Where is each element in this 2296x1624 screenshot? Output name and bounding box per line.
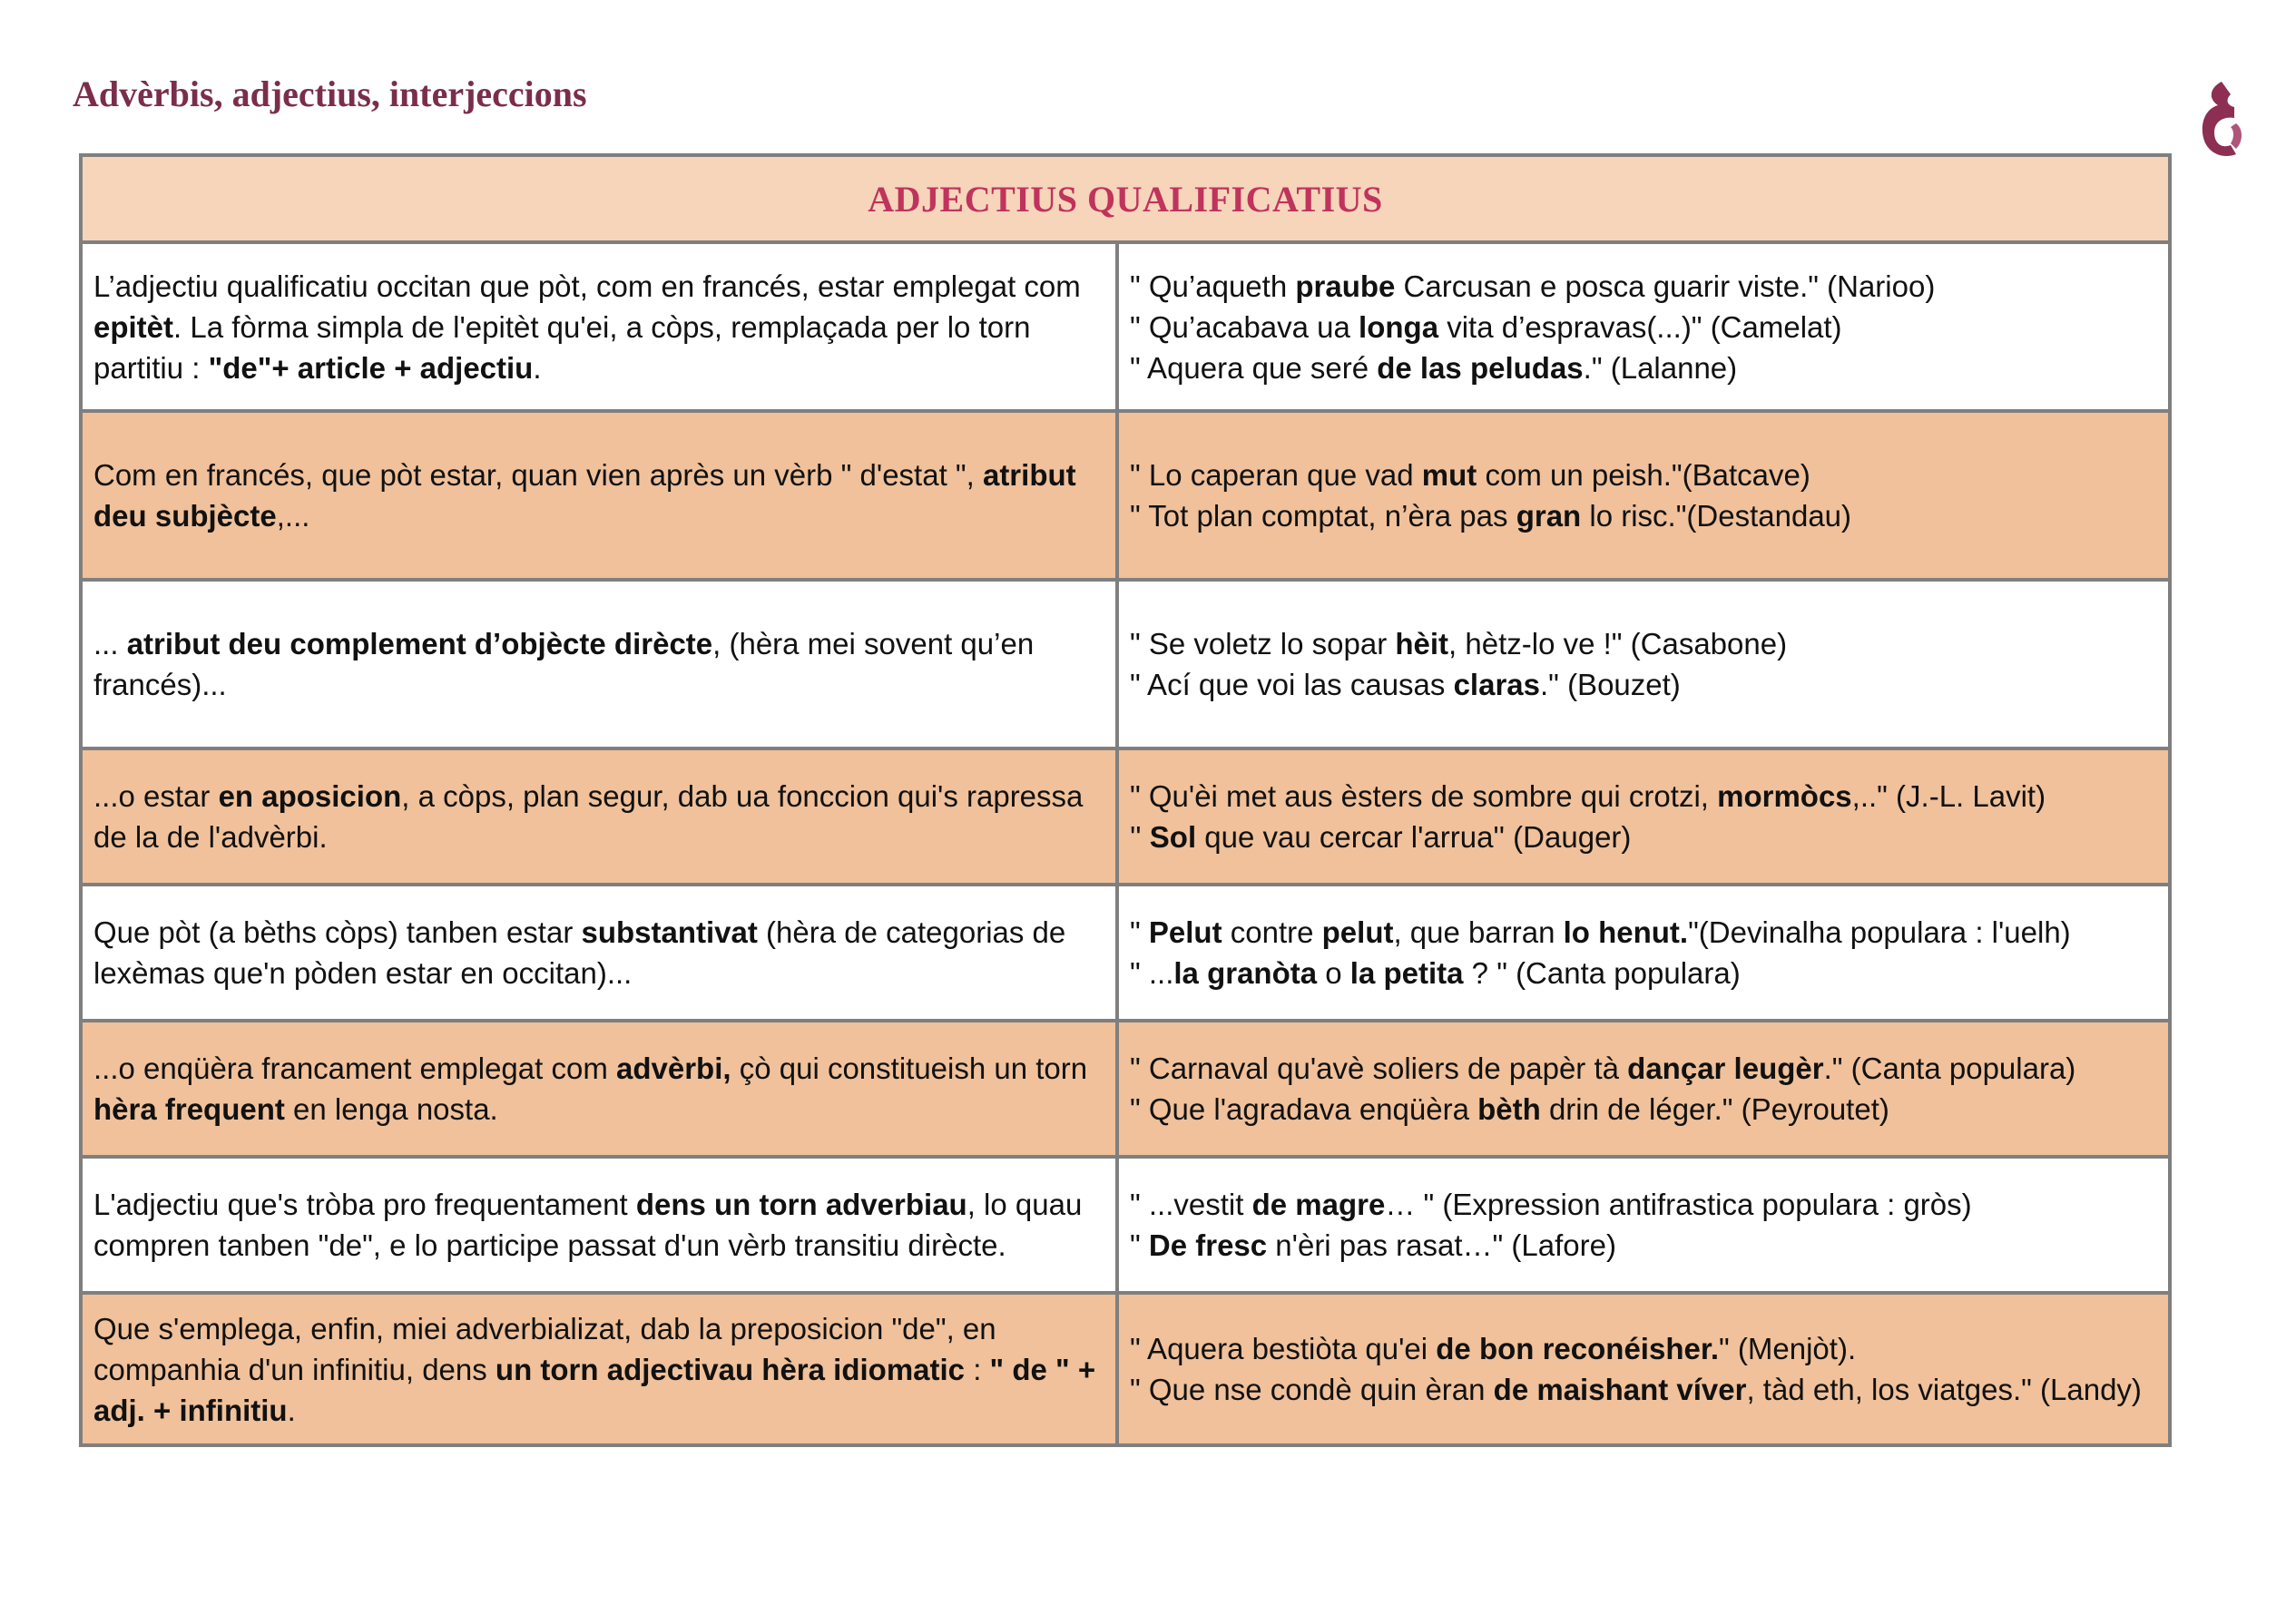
- text-run: companhia d'un infinitiu, dens: [93, 1352, 496, 1386]
- bold-text: de bon reconéisher.: [1436, 1332, 1720, 1365]
- text-run: " Qu'èi met aus èsters de sombre qui crotzi,: [1130, 779, 1718, 813]
- bold-text: De fresc: [1148, 1228, 1268, 1262]
- bold-text: bèth: [1477, 1092, 1541, 1126]
- bold-text: atribut deu complement d’objècte dirècte: [126, 627, 713, 660]
- text-run: " Aquera que seré: [1130, 350, 1378, 385]
- text-line: [1130, 1184, 2157, 1225]
- text-line: [93, 817, 1104, 857]
- text-line: [1130, 1369, 2157, 1410]
- bold-text: "de"+ article + adjectiu: [208, 350, 534, 385]
- text-run: " ...: [1130, 956, 1174, 990]
- text-run: :: [965, 1352, 990, 1386]
- table-row: [81, 1293, 2170, 1445]
- text-run: " Ací que voi las causas: [1130, 668, 1454, 701]
- bold-text: lo henut.: [1563, 915, 1689, 949]
- text-run: , a còps, plan segur, dab ua fonccion qui's rapressa: [401, 779, 1084, 813]
- bold-text: mormòcs: [1717, 779, 1852, 813]
- text-line: [1130, 817, 2157, 857]
- bold-text: atribut: [982, 458, 1076, 492]
- text-line: [93, 1184, 1104, 1225]
- bold-text: de magre: [1251, 1188, 1386, 1221]
- bold-text: en aposicion: [218, 779, 402, 813]
- text-run: com un peish."(Batcave): [1477, 458, 1810, 492]
- text-run: ." (Bouzet): [1540, 668, 1681, 701]
- table-row: [81, 411, 2170, 580]
- bold-text: longa: [1359, 309, 1439, 344]
- text-run: de la de l'advèrbi.: [93, 820, 328, 854]
- text-run: " Tot plan comptat, n’èra pas: [1130, 499, 1516, 533]
- rule-cell: [81, 580, 1117, 748]
- text-line: [1130, 912, 2157, 953]
- text-line: [93, 266, 1104, 307]
- text-run: "(Devinalha populara : l'uelh): [1688, 915, 2071, 949]
- bold-text: adj. + infinitiu: [93, 1393, 288, 1427]
- table-row: [81, 1021, 2170, 1157]
- text-line: [93, 455, 1104, 495]
- text-run: çò qui constitueish un torn: [731, 1052, 1088, 1085]
- text-line: [93, 664, 1104, 705]
- text-run: vita d’espravas(...)" (Camelat): [1438, 309, 1842, 344]
- bold-text: hèit: [1395, 627, 1449, 660]
- table-row: [81, 885, 2170, 1021]
- text-line: [93, 1390, 1104, 1431]
- text-run: " ...vestit: [1130, 1188, 1252, 1221]
- bold-text: dens un torn adverbiau: [635, 1188, 967, 1221]
- bold-text: dançar leugèr: [1627, 1052, 1824, 1085]
- text-line: [1130, 664, 2157, 705]
- text-line: [93, 1225, 1104, 1266]
- rule-cell: [81, 885, 1117, 1021]
- text-run: " Que nse condè quin èran: [1130, 1373, 1494, 1406]
- text-run: contre: [1222, 915, 1322, 949]
- text-run: .: [287, 1393, 296, 1427]
- text-line: [93, 776, 1104, 817]
- logo-icon: [2194, 78, 2245, 165]
- page-title: Advèrbis, adjectius, interjeccions: [73, 73, 587, 114]
- text-run: ": [1130, 1228, 1149, 1262]
- text-line: [93, 953, 1104, 993]
- bold-text: hèra frequent: [93, 1092, 285, 1126]
- text-run: " Lo caperan que vad: [1130, 458, 1422, 492]
- text-run: " Se voletz lo sopar: [1130, 627, 1396, 660]
- bold-text: pelut: [1321, 915, 1394, 949]
- text-run: Que s'emplega, enfin, miei adverbializat, dab la preposicion "de", en: [93, 1311, 996, 1345]
- text-run: ." (Canta populara): [1823, 1052, 2076, 1085]
- text-line: [1130, 1225, 2157, 1266]
- text-run: ." (Lalanne): [1583, 350, 1738, 385]
- bold-text: de maishant víver: [1493, 1373, 1747, 1406]
- text-run: lexèmas que'n pòden estar en occitan)...: [93, 956, 633, 990]
- bold-text: deu subjècte: [93, 499, 277, 533]
- text-line: [1130, 266, 2157, 307]
- text-line: [93, 912, 1104, 953]
- table-header: ADJECTIUS QUALIFICATIUS: [81, 155, 2170, 242]
- example-cell: [1117, 411, 2170, 580]
- table-row: [81, 242, 2170, 411]
- text-run: . La fòrma simpla de l'epitèt qu'ei, a còps, remplaçada per lo torn: [173, 309, 1031, 344]
- text-line: [1130, 347, 2157, 388]
- text-line: [93, 347, 1104, 388]
- rule-cell: [81, 1293, 1117, 1445]
- rule-cell: [81, 411, 1117, 580]
- example-cell: [1117, 885, 2170, 1021]
- bold-text: praube: [1295, 269, 1396, 303]
- rule-cell: [81, 1021, 1117, 1157]
- text-run: n'èri pas rasat…" (Lafore): [1267, 1228, 1616, 1262]
- bold-text: advèrbi,: [616, 1052, 731, 1085]
- text-line: [1130, 455, 2157, 495]
- text-line: [93, 495, 1104, 536]
- text-run: … " (Expression antifrastica populara : gròs): [1385, 1188, 1972, 1221]
- text-run: ...: [93, 627, 127, 660]
- text-line: [1130, 495, 2157, 536]
- text-run: Com en francés, que pòt estar, quan vien après un vèrb " d'estat ",: [93, 458, 983, 492]
- bold-text: mut: [1421, 458, 1477, 492]
- text-line: [1130, 1089, 2157, 1130]
- text-line: [93, 1308, 1104, 1349]
- text-run: francés)...: [93, 668, 227, 701]
- bold-text: de las peludas: [1377, 350, 1584, 385]
- text-line: [1130, 307, 2157, 347]
- text-run: ,.." (J.-L. Lavit): [1851, 779, 2046, 813]
- table-row: [81, 748, 2170, 885]
- text-run: ": [1130, 915, 1149, 949]
- text-run: " Aquera bestiòta qu'ei: [1130, 1332, 1437, 1365]
- text-line: [1130, 1048, 2157, 1089]
- bold-text: epitèt: [93, 309, 174, 344]
- text-run: en lenga nosta.: [284, 1092, 498, 1126]
- text-line: [1130, 1328, 2157, 1369]
- text-run: , hètz-lo ve !" (Casabone): [1448, 627, 1788, 660]
- text-line: [1130, 953, 2157, 993]
- text-run: L'adjectiu que's tròba pro frequentament: [93, 1188, 636, 1221]
- text-run: compren tanben "de", e lo participe passat d'un vèrb transitiu dirècte.: [93, 1228, 1006, 1262]
- text-run: ,...: [276, 499, 310, 533]
- rule-cell: [81, 242, 1117, 411]
- example-cell: [1117, 748, 2170, 885]
- text-run: " Carnaval qu'avè soliers de papèr tà: [1130, 1052, 1628, 1085]
- bold-text: Pelut: [1148, 915, 1222, 949]
- text-run: " Qu’aqueth: [1130, 269, 1296, 303]
- text-run: L’adjectiu qualificatiu occitan que pòt, com en francés, estar emplegat com: [93, 269, 1081, 303]
- text-run: ? " (Canta populara): [1463, 956, 1741, 990]
- text-run: , (hèra mei sovent qu’en: [712, 627, 1035, 660]
- text-line: [93, 307, 1104, 347]
- bold-text: claras: [1453, 668, 1541, 701]
- bold-text: substantivat: [581, 915, 758, 949]
- text-line: [93, 1089, 1104, 1130]
- rule-cell: [81, 1157, 1117, 1293]
- table-row: [81, 580, 2170, 748]
- text-line: [1130, 776, 2157, 817]
- example-cell: [1117, 580, 2170, 748]
- bold-text: la granòta: [1173, 956, 1318, 990]
- text-run: " Que l'agradava enqüèra: [1130, 1092, 1478, 1126]
- text-run: , lo quau: [966, 1188, 1083, 1221]
- bold-text: gran: [1516, 499, 1582, 533]
- text-run: .: [533, 350, 542, 385]
- bold-text: la petita: [1349, 956, 1464, 990]
- bold-text: " de " +: [989, 1352, 1096, 1386]
- text-run: o: [1317, 956, 1350, 990]
- text-run: partitiu :: [93, 350, 209, 385]
- text-run: que vau cercar l'arrua'' (Dauger): [1196, 820, 1632, 854]
- adjectius-table: [79, 153, 2172, 1447]
- text-run: drin de léger." (Peyroutet): [1540, 1092, 1889, 1126]
- text-run: '': [1130, 820, 1150, 854]
- text-line: [93, 623, 1104, 664]
- text-run: " (Menjòt).: [1719, 1332, 1857, 1365]
- text-line: [93, 1349, 1104, 1390]
- example-cell: [1117, 1021, 2170, 1157]
- bold-text: Sol: [1149, 820, 1197, 854]
- text-run: Carcusan e posca guarir viste." (Narioo): [1395, 269, 1936, 303]
- example-cell: [1117, 1293, 2170, 1445]
- text-line: [93, 1048, 1104, 1089]
- text-line: [1130, 623, 2157, 664]
- bold-text: un torn adjectivau hèra idiomatic: [495, 1352, 966, 1386]
- rule-cell: [81, 748, 1117, 885]
- text-run: , tàd eth, los viatges." (Landy): [1746, 1373, 2142, 1406]
- text-run: ...o enqüèra francament emplegat com: [93, 1052, 616, 1085]
- text-run: ...o estar: [93, 779, 219, 813]
- table-body: [81, 242, 2170, 1445]
- table-row: [81, 1157, 2170, 1293]
- text-run: (hèra de categorias de: [757, 915, 1066, 949]
- text-run: Que pòt (a bèths còps) tanben estar: [93, 915, 582, 949]
- text-run: " Qu’acabava ua: [1130, 309, 1359, 344]
- example-cell: [1117, 242, 2170, 411]
- text-run: , que barran: [1393, 915, 1564, 949]
- example-cell: [1117, 1157, 2170, 1293]
- text-run: lo risc."(Destandau): [1581, 499, 1852, 533]
